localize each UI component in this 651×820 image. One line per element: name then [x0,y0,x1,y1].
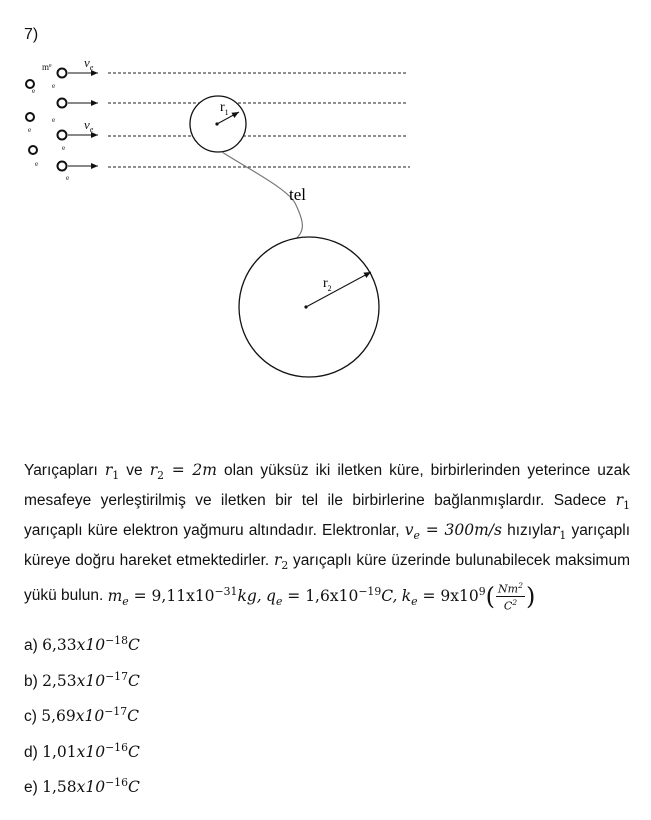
velocity-equation: $v_e = 300m/s$ [404,521,502,543]
radius-r2-label: $r_2$ [323,276,332,293]
electron-label: e [52,116,56,124]
electron-4 [58,162,67,171]
electron-3 [58,131,67,140]
option-e[interactable]: e) $1,58x10^{-16}C$ [24,776,140,797]
electron-charge-equation: $q_e = 1,6x10^{-19}C$, [266,584,398,608]
units-fraction: $\frac{Nm^2}{C^2}$ [498,581,524,613]
velocity-arrows [68,73,98,166]
option-b[interactable]: b) $2,53x10^{-17}C$ [24,669,140,690]
symbol-r1: $r_1$ [615,491,630,513]
mass-label: $m^e$ [42,62,52,72]
electron-7 [29,146,37,154]
coulomb-constant-equation: $k_e = 9x10^9$( $\frac{Nm^2}{C^2}$ ) [401,581,536,613]
electrons [26,69,67,171]
electron-label: e [35,160,39,168]
electron-label: e [62,144,66,152]
electron-label: e [32,87,36,95]
answer-options [24,628,140,806]
radius-r1-label: $r_1$ [220,100,229,117]
option-a[interactable]: a) $6,33x10^{-18}C$ [24,634,140,655]
sphere-r2 [239,237,379,377]
symbol-r1: $r_1$ [551,521,567,543]
option-c[interactable]: c) $5,69x10^{-17}C$ [24,705,139,726]
electron-label: e [28,126,32,134]
electron-path-lines [108,73,410,167]
velocity-label-1: $v_e$ [84,55,94,72]
electron-label: e [52,82,56,90]
electron-2 [58,99,67,108]
electron-label: e [66,174,70,182]
wire-label: tel [289,185,306,204]
symbol-r2-equation: $r_2 = 2m$ [149,461,217,483]
symbol-r1: $r_1$ [104,461,120,483]
question-number: 7) [24,26,39,43]
problem-statement: Yarıçapları $r_1$ ve $r_2 = 2m$ olan yüksüz iki iletken küre, birbirlerinden yeterince uzak mesafeye yerleştirilmiş ve iletken bir tel ile birbirlerine bağlanmışlardır. Sadece $r_1$ yarıçaplı küre elektron yağmuru altındadır. Elektronlar, $v_e = 300m/s$ hızıylar$_1$ yarıçaplı küreye doğru hareket etmektedirler. $r_2$ yarıçaplı küre üzerinde bulunabilecek maksimum yükü bulun. $m_e = 9,11x10^{-31}kg$, $q_e = 1,6x10^{-19}C$, $k_e = 9x10^9$( $\frac{Nm^2}{C^2}$ ) [24,461,631,613]
option-d[interactable]: d) $1,01x10^{-16}C$ [24,740,140,761]
velocity-label-2: $v_e$ [84,117,94,134]
electron-mass-equation: $m_e = 9,11x10^{-31}kg$, [107,584,262,608]
symbol-r2: $r_2$ [273,551,289,573]
electron-1 [58,69,67,78]
electron-6 [26,113,34,121]
